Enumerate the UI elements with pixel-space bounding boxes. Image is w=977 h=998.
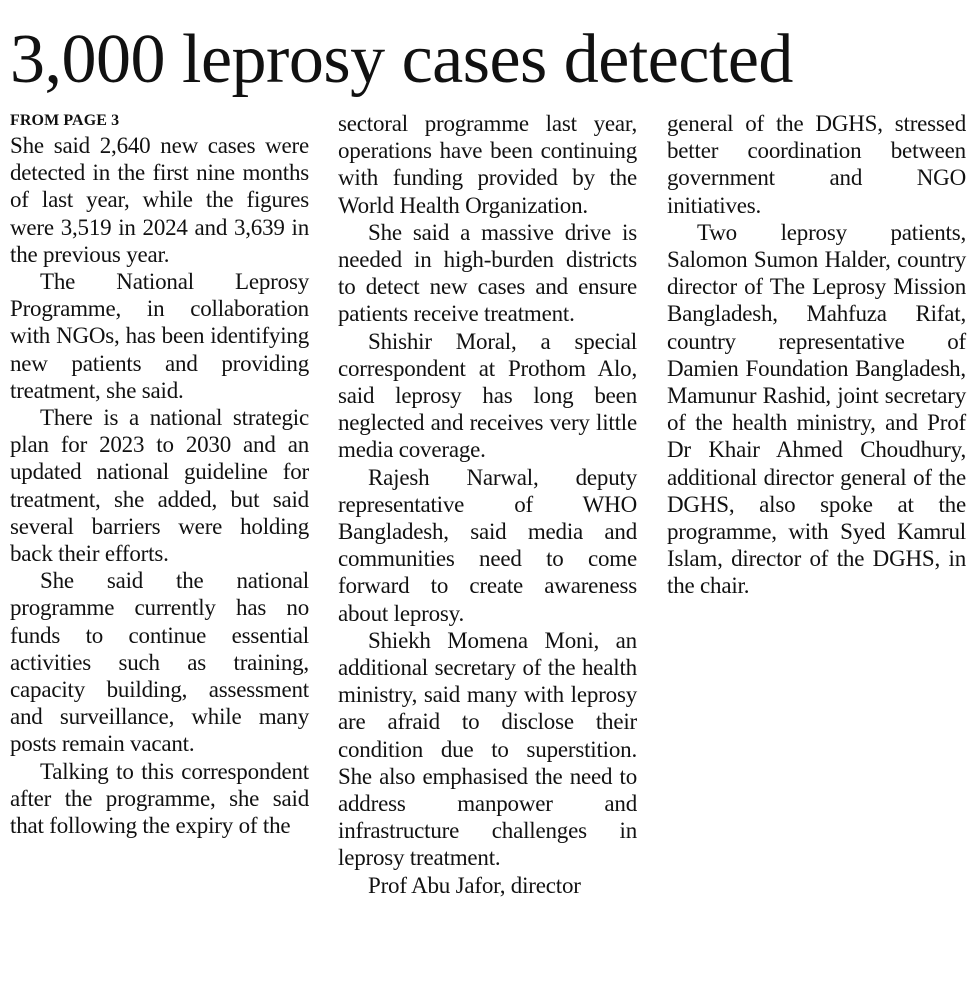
article-column-2: [338, 110, 637, 899]
paragraph: She said 2,640 new cases were detected in the first nine months of last year, while the figures were 3,519 in 2024 and 3,639 in the previous year.: [10, 133, 309, 267]
paragraph: Talking to this correspondent after the programme, she said that following the expiry of the: [10, 758, 309, 839]
paragraph: She said a massive drive is needed in high-burden districts to detect new cases and ensure patients receive treatment.: [338, 219, 637, 327]
paragraph: Two leprosy patients, Salomon Sumon Halder, country director of The Leprosy Mission Bangladesh, Mahfuza Rifat, country representative of Damien Foundation Bangladesh, Mamunur Rashid, joint secretary of the health ministry, and Prof Dr Khair Ahmed Choudhury, additional director general of the DGHS, also spoke at the programme, with Syed Kamrul Islam, director of the DGHS, in the chair.: [667, 219, 966, 599]
paragraph: sectoral programme last year, operations have been continuing with funding provided by the World Health Organization.: [338, 111, 637, 218]
headline: 3,000 leprosy cases detected: [10, 21, 793, 98]
paragraph: Prof Abu Jafor, director: [368, 872, 581, 898]
paragraph: She said the national programme currently has no funds to continue essential activities such as training, capacity building, assessment and surveillance, while many posts remain vacant.: [10, 568, 309, 757]
article-column-3: [667, 110, 966, 600]
paragraph: There is a national strategic plan for 2023 to 2030 and an updated national guideline for treatment, she added, but said several barriers were holding back their efforts.: [10, 405, 309, 567]
paragraph: Shiekh Momena Moni, an additional secretary of the health ministry, said many with leprosy are afraid to disclose their condition due to superstition. She also emphasised the need to address manpower and infrastructure challenges in leprosy treatment.: [338, 627, 637, 871]
article-column-1: [10, 110, 309, 839]
paragraph: general of the DGHS, stressed better coordination between government and NGO initiatives.: [667, 111, 966, 218]
paragraph: Shishir Moral, a special correspondent at Prothom Alo, said leprosy has long been neglected and receives very little media coverage.: [338, 328, 637, 463]
paragraph: Rajesh Narwal, deputy representative of WHO Bangladesh, said media and communities need to come forward to create awareness about leprosy.: [338, 464, 637, 626]
paragraph: The National Leprosy Programme, in collaboration with NGOs, has been identifying new patients and providing treatment, she said.: [10, 269, 309, 403]
jump-line: FROM PAGE 3: [10, 112, 120, 129]
